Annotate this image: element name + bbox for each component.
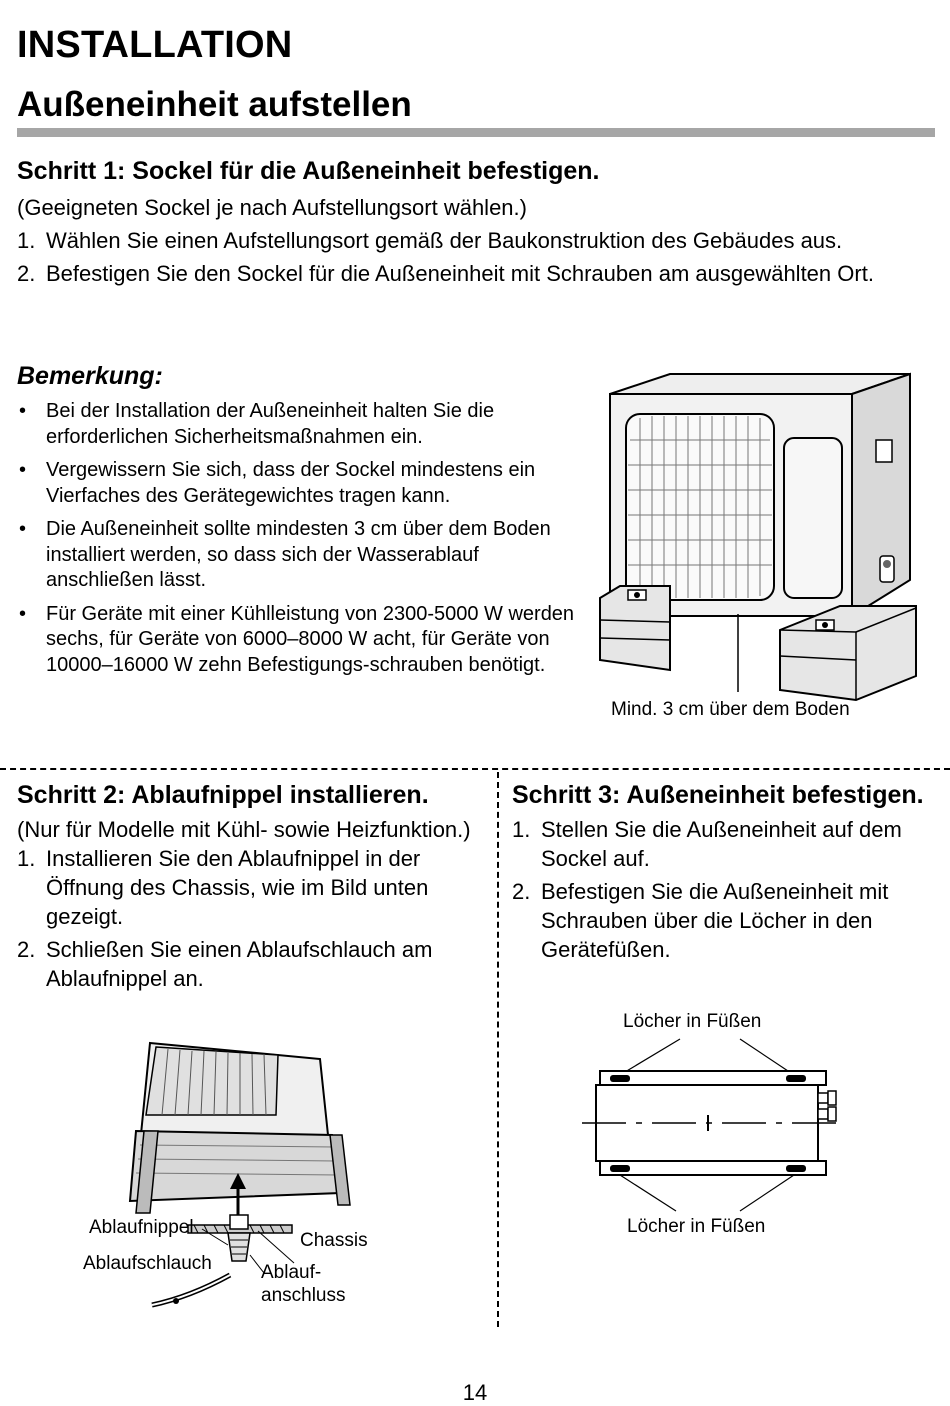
list-item bbox=[17, 458, 577, 509]
page-title: INSTALLATION bbox=[17, 24, 293, 66]
outdoor-unit-figure bbox=[590, 370, 930, 740]
list-text: Befestigen Sie die Außeneinheit mit Schrauben über die Löcher in den Gerätefüßen. bbox=[541, 879, 889, 962]
section-divider bbox=[0, 768, 950, 770]
label-chassis: Chassis bbox=[300, 1230, 368, 1251]
list-text: Befestigen Sie den Sockel für die Außeneinheit mit Schrauben am ausgewählten Ort. bbox=[46, 261, 874, 286]
note-title: Bemerkung: bbox=[17, 362, 163, 390]
label-drain-outlet bbox=[261, 1261, 346, 1307]
step3-title: Schritt 3: Außeneinheit befestigen. bbox=[512, 781, 924, 809]
list-number: 2. bbox=[512, 879, 531, 904]
list-number: 1. bbox=[17, 228, 36, 253]
list-text: Schließen Sie einen Ablaufschlauch am Ablaufnippel an. bbox=[46, 937, 433, 991]
step2-intro: (Nur für Modelle mit Kühl- sowie Heizfunktion.) bbox=[17, 817, 471, 842]
list-item bbox=[17, 226, 912, 255]
list-item bbox=[17, 602, 577, 679]
label-feet-holes-top: Löcher in Füßen bbox=[623, 1011, 762, 1032]
page-number: 14 bbox=[462, 1380, 488, 1405]
list-text: Installieren Sie den Ablaufnippel in der Öffnung des Chassis, wie im Bild unten gezeigt. bbox=[46, 846, 429, 929]
label-drain-hose: Ablaufschlauch bbox=[83, 1253, 212, 1274]
list-number: 1. bbox=[17, 846, 36, 871]
list-text: Wählen Sie einen Aufstellungsort gemäß der Baukonstruktion des Gebäudes aus. bbox=[46, 228, 843, 253]
label-drain-outlet-line1: Ablauf- bbox=[261, 1262, 322, 1283]
list-item bbox=[17, 844, 489, 931]
list-text: Vergewissern Sie sich, dass der Sockel mindestens ein Vierfaches des Gerätegewichtes tragen kann. bbox=[46, 459, 536, 507]
title-underline bbox=[17, 128, 935, 137]
step1-intro: (Geeigneten Sockel je nach Aufstellungsort wählen.) bbox=[17, 195, 527, 220]
column-divider bbox=[497, 772, 499, 1327]
mounting-holes-figure bbox=[580, 1035, 850, 1215]
label-feet-holes-bottom: Löcher in Füßen bbox=[627, 1216, 766, 1237]
list-number: 1. bbox=[512, 817, 531, 842]
list-text: Die Außeneinheit sollte mindesten 3 cm über dem Boden installiert werden, so dass sich der Wasserablauf anschließen lässt. bbox=[46, 518, 551, 591]
step2-section bbox=[17, 780, 489, 997]
list-item bbox=[17, 399, 577, 450]
list-number: 2. bbox=[17, 937, 36, 962]
list-item bbox=[17, 259, 912, 288]
list-text: Bei der Installation der Außeneinheit halten Sie die erforderlichen Sicherheitsmaßnahmen ein. bbox=[46, 400, 495, 448]
list-text: Stellen Sie die Außeneinheit auf dem Sockel auf. bbox=[541, 817, 902, 871]
list-item bbox=[17, 935, 489, 993]
note-list bbox=[17, 399, 577, 678]
list-item bbox=[17, 517, 577, 594]
section-subtitle: Außeneinheit aufstellen bbox=[17, 85, 412, 124]
figure1-caption: Mind. 3 cm über dem Boden bbox=[611, 699, 850, 720]
step1-title: Schritt 1: Sockel für die Außeneinheit befestigen. bbox=[17, 157, 600, 185]
step3-list bbox=[512, 815, 932, 964]
step1-section bbox=[17, 156, 927, 292]
step3-section bbox=[512, 780, 932, 968]
label-drain-outlet-line2: anschluss bbox=[261, 1285, 346, 1306]
step1-list bbox=[17, 226, 912, 288]
list-number: 2. bbox=[17, 261, 36, 286]
label-drain-nipple: Ablaufnippel bbox=[89, 1217, 194, 1238]
list-item bbox=[512, 815, 932, 873]
note-section bbox=[17, 362, 577, 686]
list-item bbox=[512, 877, 932, 964]
list-text: Für Geräte mit einer Kühlleistung von 2300-5000 W werden sechs, für Geräte von 6000–8000 W acht, für Geräte von 10000–16000 W zehn Befestigungs-schrauben benötigt. bbox=[46, 602, 575, 676]
step2-list bbox=[17, 844, 489, 993]
step2-title: Schritt 2: Ablaufnippel installieren. bbox=[17, 781, 429, 809]
